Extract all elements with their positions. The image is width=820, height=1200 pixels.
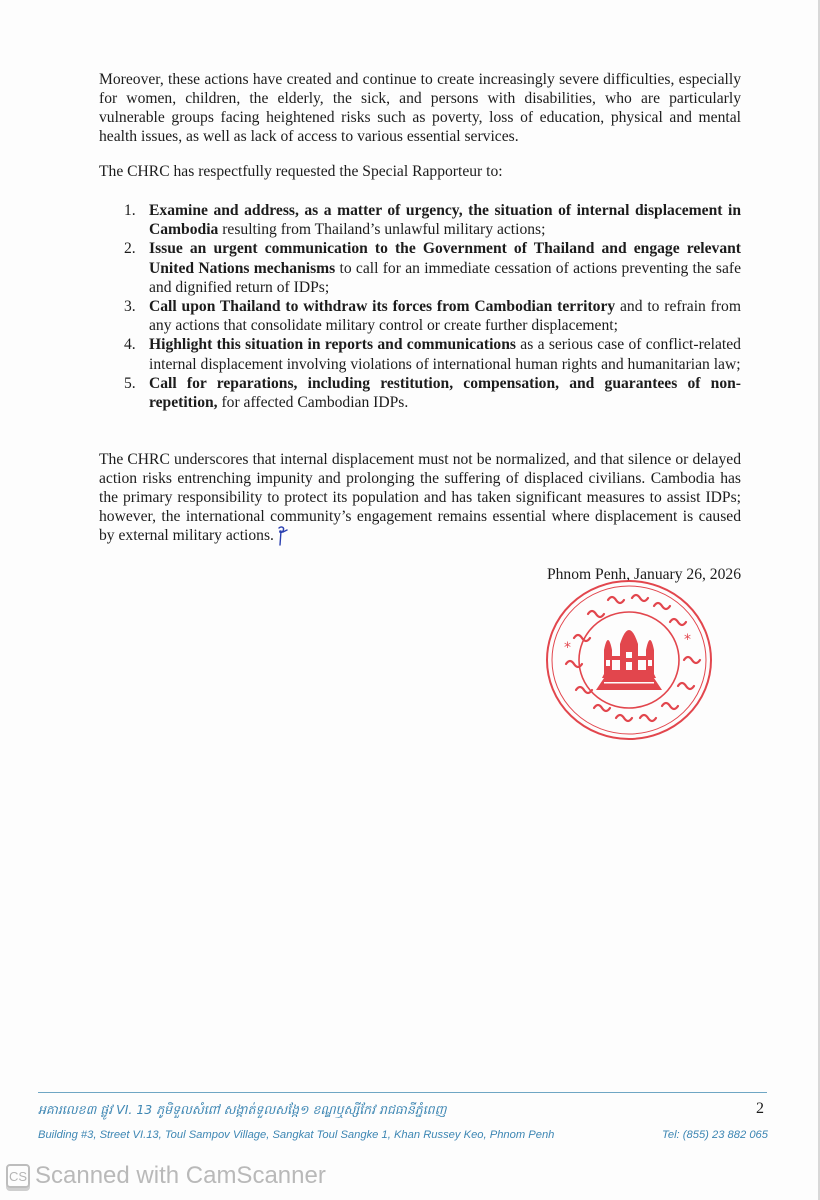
request-bold-text: Examine and address, as a matter of urgency, the situation of internal displacement in Cambodia	[149, 202, 741, 239]
request-number: 5.	[124, 374, 136, 392]
request-text: for affected Cambodian IDPs.	[217, 394, 409, 412]
request-item	[99, 374, 741, 412]
request-text: as a serious case of conflict-related internal displacement involving violations of international human rights and humanitarian law;	[149, 336, 741, 373]
official-seal-icon	[544, 578, 714, 743]
footer-address-english: Building #3, Street VI.13, Toul Sampov Village, Sangkat Toul Sangke 1, Khan Russey Keo, Phnom Penh	[38, 1129, 555, 1141]
request-bold-text: Issue an urgent communication to the Government of Thailand and engage relevant United Nations mechanisms	[149, 240, 741, 277]
request-item	[99, 297, 741, 335]
camscanner-watermark	[6, 1161, 326, 1191]
conclusion-text: The CHRC underscores that internal displacement must not be normalized, and that silence or delayed action risks entrenching impunity and prolonging the suffering of displaced civilians. Cambodia has the primary responsibility to protect its population and has taken significant measures to assist IDPs; however, the international community’s engagement remains essential where displacement is caused by external military actions.	[99, 451, 741, 544]
request-bold-text: Call upon Thailand to withdraw its forces from Cambodian territory	[149, 298, 616, 316]
request-list	[99, 201, 741, 412]
request-bold-text: Call for reparations, including restitution, compensation, and guarantees of non-repetition,	[149, 374, 741, 412]
svg-text:*: *	[564, 640, 571, 656]
initial-signature-icon	[275, 526, 289, 546]
page-number: 2	[756, 1100, 764, 1117]
paragraph-conclusion	[99, 450, 741, 546]
request-number: 1.	[124, 202, 136, 219]
request-text: resulting from Thailand’s unlawful military actions;	[218, 221, 546, 239]
camscanner-logo-icon: CS	[6, 1164, 30, 1188]
request-number: 4.	[124, 336, 136, 354]
request-item	[99, 335, 741, 373]
request-text: and to refrain from any actions that consolidate military control or create further displacement;	[149, 298, 741, 335]
request-number: 3.	[124, 298, 136, 316]
request-text: to call for an immediate cessation of actions preventing the safe and dignified return of IDPs;	[149, 259, 741, 296]
paragraph-request-intro: The CHRC has respectfully requested the Special Rapporteur to:	[99, 163, 503, 180]
request-item	[99, 201, 741, 239]
request-bold-text: Highlight this situation in reports and communications	[149, 336, 516, 354]
footer-address-khmer: អគារលេខ៣ ផ្លូវ VI. 13 ភូមិទួលសំពៅ សង្កាត់ទួលសង្កែ១ ខណ្ឌឬស្សីកែវ រាជធានីភ្នំពេញ	[38, 1102, 447, 1117]
footer-divider	[38, 1092, 767, 1093]
paragraph-difficulties: Moreover, these actions have created and continue to create increasingly severe difficulties, especially for women, children, the elderly, the sick, and persons with disabilities, who are particularly vulnerable groups facing heightened risks such as poverty, loss of education, physical and mental health issues, as well as lack of access to various essential services.	[99, 71, 741, 145]
watermark-text: Scanned with CamScanner	[35, 1162, 326, 1189]
date-line: Phnom Penh, January 26, 2026	[546, 566, 741, 583]
request-item	[99, 239, 741, 297]
request-number: 2.	[124, 240, 136, 258]
footer-telephone: Tel: (855) 23 882 065	[662, 1129, 768, 1141]
svg-text:*: *	[684, 632, 691, 648]
